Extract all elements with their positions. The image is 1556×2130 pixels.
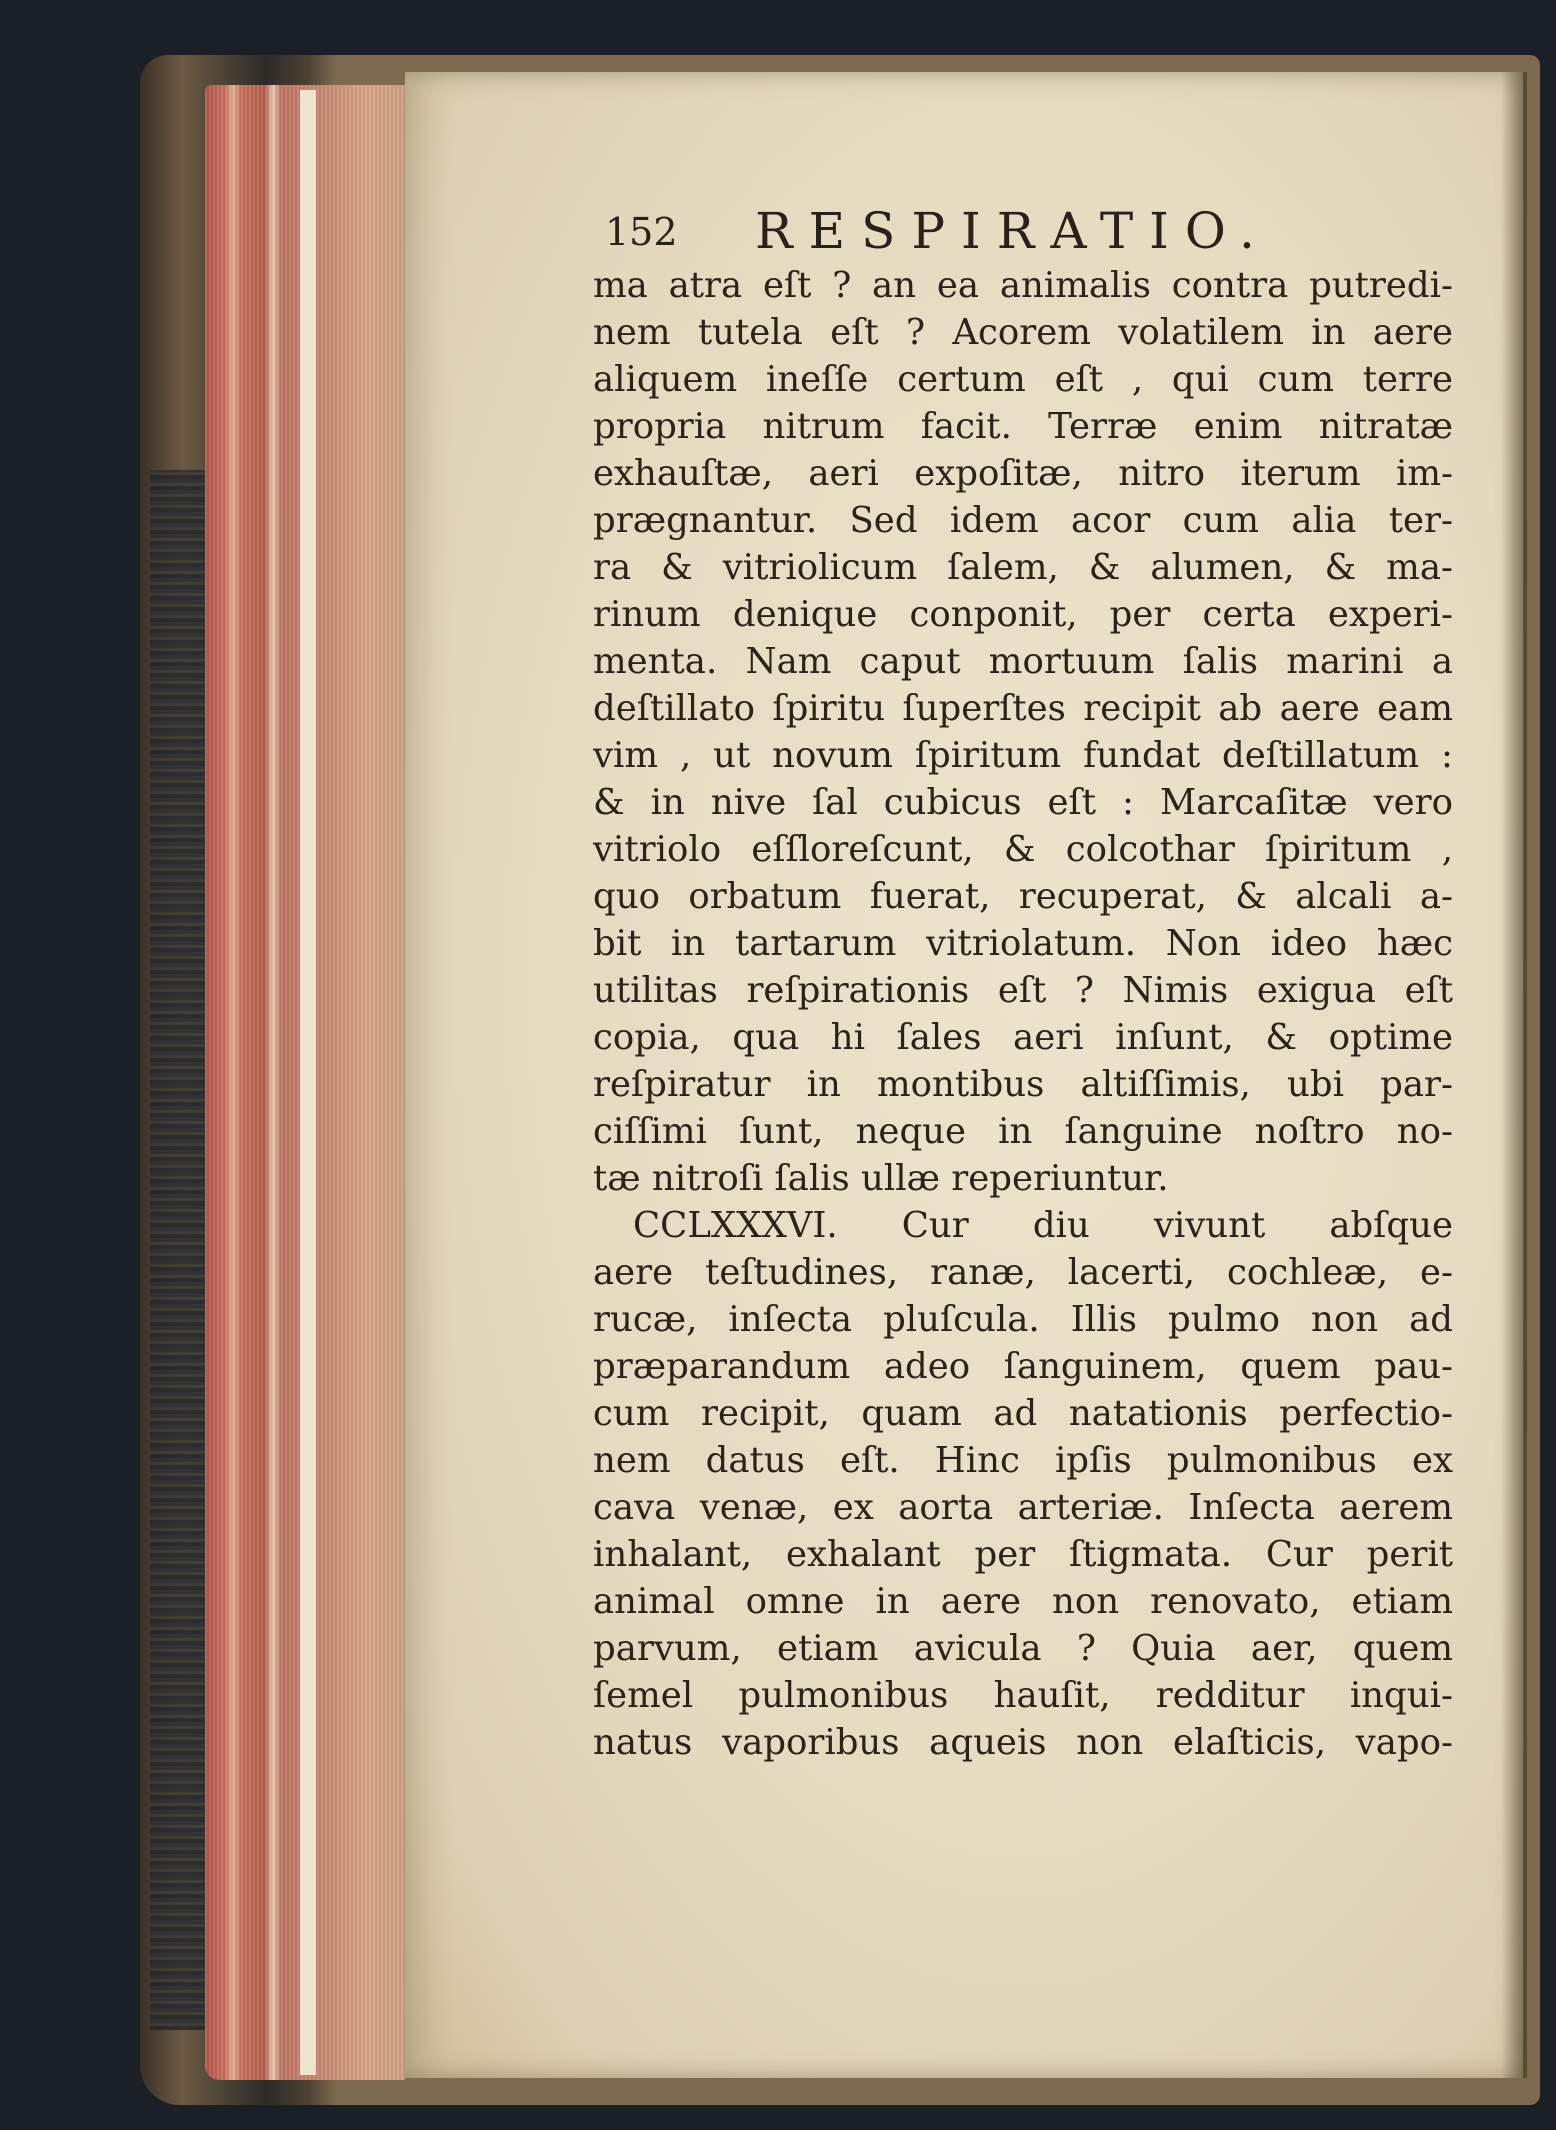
text-line: ma atra eſt ? an ea animalis contra putredi- xyxy=(593,265,1453,306)
text-line: præparandum adeo ſanguinem, quem pau- xyxy=(593,1346,1453,1387)
text-line: nem tutela eſt ? Acorem volatilem in aere xyxy=(593,312,1453,353)
book-page xyxy=(405,72,1523,2078)
page-header xyxy=(605,202,1455,262)
text-line: ciſſimi ſunt, neque in ſanguine noſtro no- xyxy=(593,1111,1453,1152)
section-heading-line: CCLXXXVI. Cur diu vivunt abſque xyxy=(633,1205,1453,1246)
text-line: inhalant, exhalant per ſtigmata. Cur perit xyxy=(593,1534,1453,1575)
text-line: quo orbatum fuerat, recuperat, & alcali a- xyxy=(593,876,1453,917)
text-line: & in nive ſal cubicus eſt : Marcaſitæ vero xyxy=(593,782,1453,823)
text-line: cava venæ, ex aorta arteriæ. Inſecta aerem xyxy=(593,1487,1453,1528)
text-line: vim , ut novum ſpiritum fundat deſtillatum : xyxy=(593,735,1453,776)
text-line: ſemel pulmonibus hauſit, redditur inqui- xyxy=(593,1675,1453,1716)
text-line: tæ nitroſi ſalis ullæ reperiuntur. xyxy=(593,1158,1169,1199)
text-line: aliquem ineſſe certum eſt , qui cum terre xyxy=(593,359,1453,400)
page-number: 152 xyxy=(605,210,678,254)
gutter-shadow xyxy=(1501,72,1527,2078)
text-line: utilitas reſpirationis eſt ? Nimis exigua eſt xyxy=(593,970,1453,1011)
text-line: cum recipit, quam ad natationis perfectio- xyxy=(593,1393,1453,1434)
text-line: natus vaporibus aqueis non elaſticis, vapo- xyxy=(593,1722,1453,1763)
text-line: vitriolo eſſloreſcunt, & colcothar ſpiritum , xyxy=(593,829,1453,870)
text-line: rucæ, inſecta pluſcula. Illis pulmo non ad xyxy=(593,1299,1453,1340)
text-line: prægnantur. Sed idem acor cum alia ter- xyxy=(593,500,1453,541)
text-line: aere teſtudines, ranæ, lacerti, cochleæ, e- xyxy=(593,1252,1453,1293)
text-line: nem datus eſt. Hinc ipſis pulmonibus ex xyxy=(593,1440,1453,1481)
text-line: animal omne in aere non renovato, etiam xyxy=(593,1581,1453,1622)
text-line: parvum, etiam avicula ? Quia aer, quem xyxy=(593,1628,1453,1669)
marbled-board xyxy=(150,470,205,2030)
page-edge-highlight xyxy=(300,90,316,2075)
text-line: reſpiratur in montibus altiſſimis, ubi par- xyxy=(593,1064,1453,1105)
text-line: menta. Nam caput mortuum ſalis marini a xyxy=(593,641,1453,682)
text-line: deſtillato ſpiritu ſuperſtes recipit ab aere eam xyxy=(593,688,1453,729)
text-line: copia, qua hi ſales aeri inſunt, & optime xyxy=(593,1017,1453,1058)
text-line: ra & vitriolicum ſalem, & alumen, & ma- xyxy=(593,547,1453,588)
text-line: exhauſtæ, aeri expoſitæ, nitro iterum im- xyxy=(593,453,1453,494)
text-line: rinum denique conponit, per certa experi- xyxy=(593,594,1453,635)
page-body xyxy=(593,262,1453,1766)
text-line: propria nitrum facit. Terræ enim nitratæ xyxy=(593,406,1453,447)
running-head: RESPIRATIO. xyxy=(755,202,1271,260)
text-line: bit in tartarum vitriolatum. Non ideo hæc xyxy=(593,923,1453,964)
